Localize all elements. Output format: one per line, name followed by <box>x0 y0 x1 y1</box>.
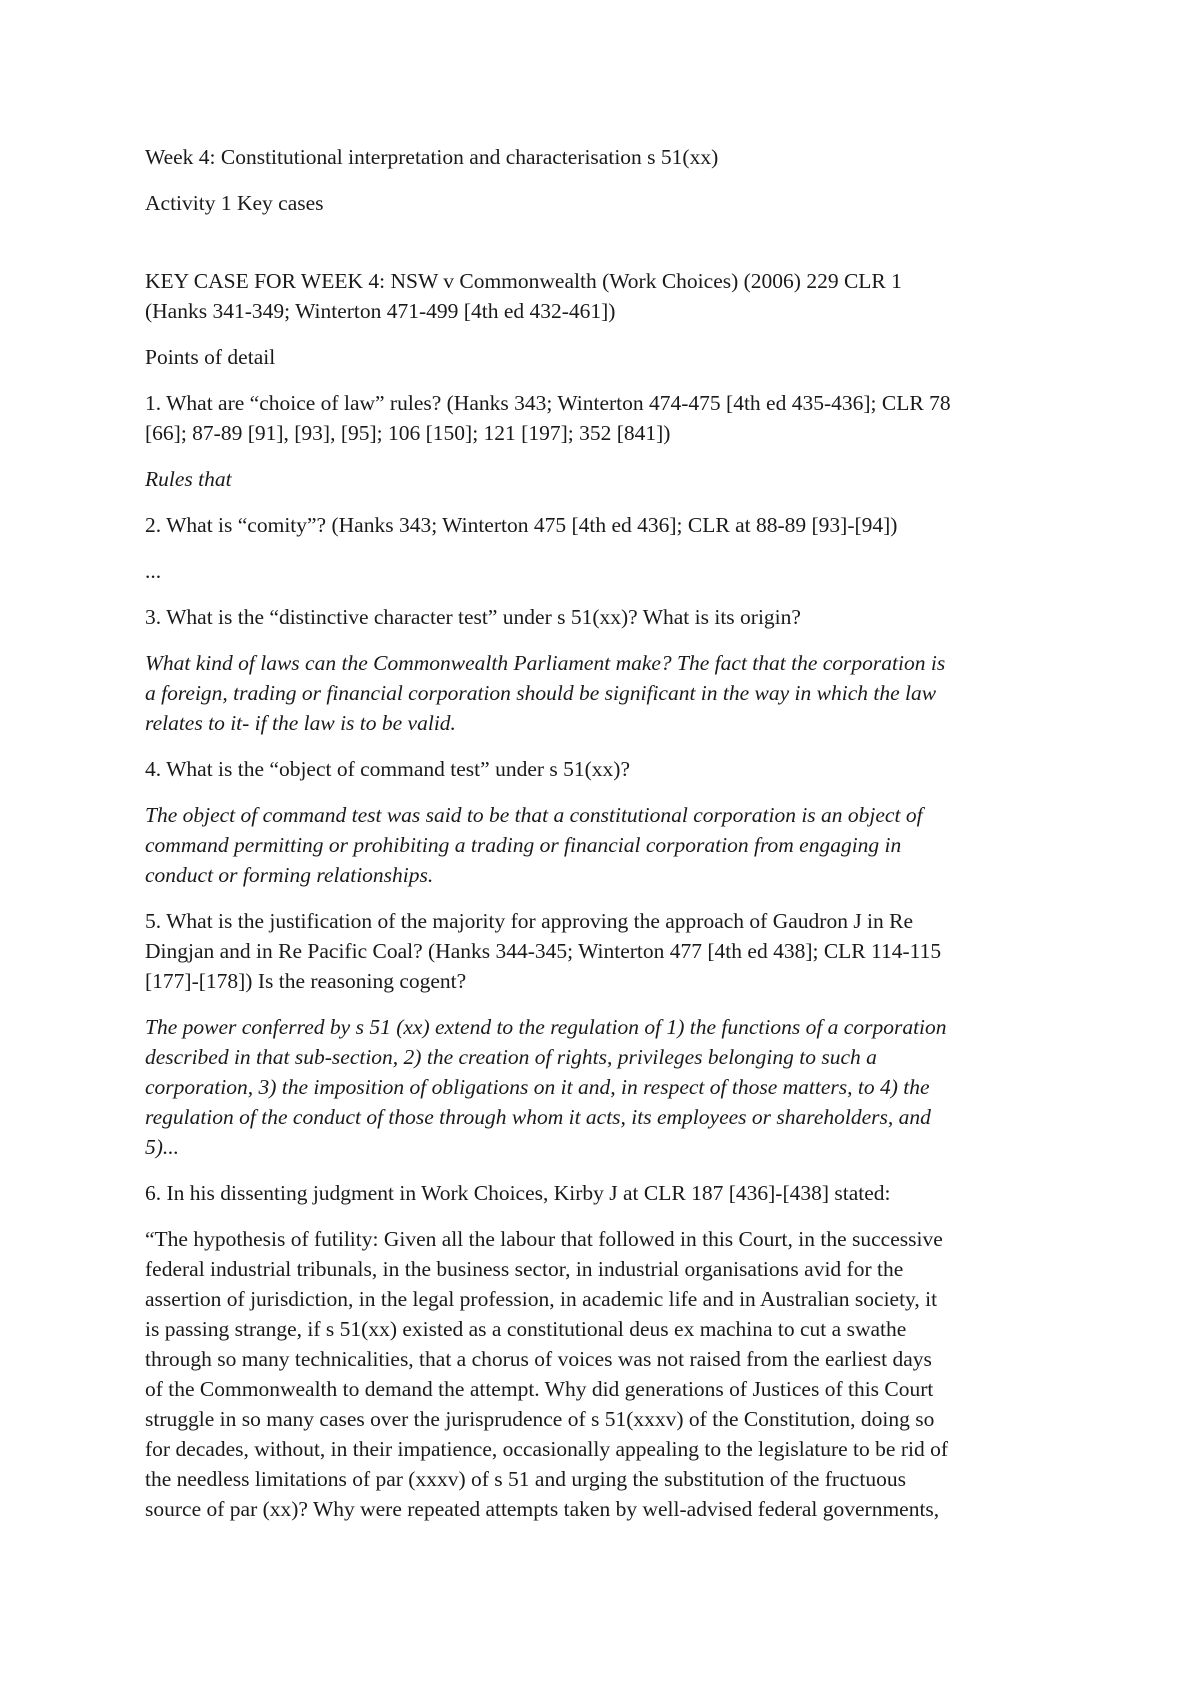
question-6: 6. In his dissenting judgment in Work Choices, Kirby J at CLR 187 [436]-[438] stated: <box>145 1181 891 1205</box>
kirby-quote: “The hypothesis of futility: Given all the labour that followed in this Court, in the successive federal industrial tribunals, in the business sector, in industrial organisations avid for the assertion of jurisdiction, in the legal profession, in academic life and in Australian society, it is passing strange, if s 51(xx) existed as a constitutional deus ex machina to cut a swathe through so many technicalities, that a chorus of voices was not raised from the earliest days of the Commonwealth to demand the attempt. Why did generations of Justices of this Court struggle in so many cases over the jurisprudence of s 51(xxxv) of the Constitution, doing so for decades, without, in their impatience, occasionally appealing to the legislature to be rid of the needless limitations of par (xxxv) of s 51 and urging the substitution of the fructuous source of par (xx)? Why were repeated attempts taken by well-advised federal governments, <box>145 1227 948 1521</box>
answer-1: Rules that <box>145 467 232 491</box>
question-3: 3. What is the “distinctive character test” under s 51(xx)? What is its origin? <box>145 605 801 629</box>
activity-heading: Activity 1 Key cases <box>145 191 324 215</box>
answer-2: ... <box>145 559 162 583</box>
question-1: 1. What are “choice of law” rules? (Hanks 343; Winterton 474-475 [4th ed 435-436]; CLR 78 [66]; 87-89 [91], [93], [95]; 106 [150]; 121 [197]; 352 [841]) <box>145 391 951 445</box>
question-2: 2. What is “comity”? (Hanks 343; Winterton 475 [4th ed 436]; CLR at 88-89 [93]-[94]) <box>145 513 898 537</box>
answer-3: What kind of laws can the Commonwealth Parliament make? The fact that the corporation is a foreign, trading or financial corporation should be significant in the way in which the law relates to it- if the law is to be valid. <box>145 651 946 735</box>
document-title: Week 4: Constitutional interpretation and characterisation s 51(xx) <box>145 145 719 169</box>
answer-5: The power conferred by s 51 (xx) extend to the regulation of 1) the functions of a corporation described in that sub-section, 2) the creation of rights, privileges belonging to such a corporation, 3) the imposition of obligations on it and, in respect of those matters, to 4) the regulation of the conduct of those through whom it acts, its employees or shareholders, and 5)... <box>145 1015 947 1159</box>
question-4: 4. What is the “object of command test” under s 51(xx)? <box>145 757 630 781</box>
answer-4: The object of command test was said to be that a constitutional corporation is an object of command permitting or prohibiting a trading or financial corporation from engaging in conduct or forming relationships. <box>145 803 923 887</box>
question-5: 5. What is the justification of the majority for approving the approach of Gaudron J in Re Dingjan and in Re Pacific Coal? (Hanks 344-345; Winterton 477 [4th ed 438]; CLR 114-115 [177]-[178]) Is the reasoning cogent? <box>145 909 942 993</box>
document-body <box>145 142 1070 1540</box>
key-case-heading: KEY CASE FOR WEEK 4: NSW v Commonwealth (Work Choices) (2006) 229 CLR 1 (Hanks 341-349; Winterton 471-499 [4th ed 432-461]) <box>145 269 902 323</box>
points-heading: Points of detail <box>145 345 276 369</box>
